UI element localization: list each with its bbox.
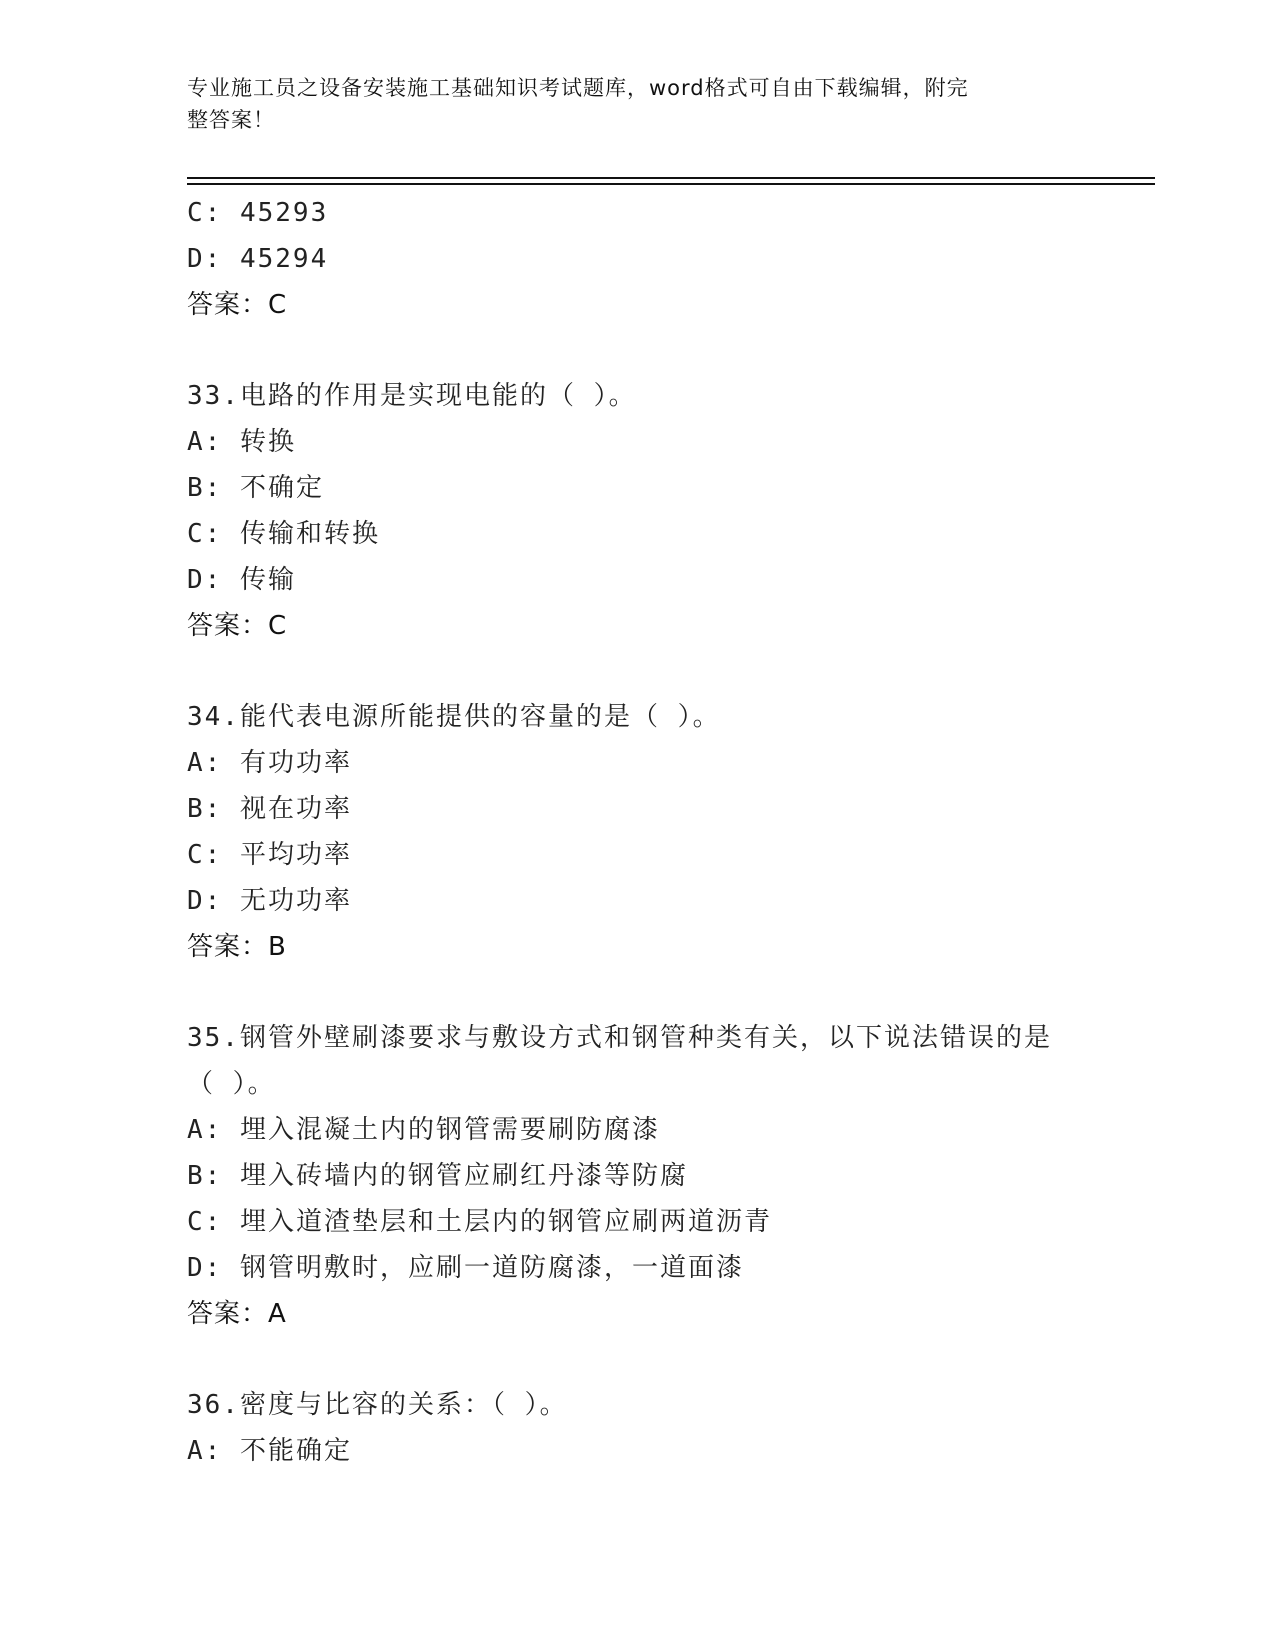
option-d: D: 钢管明敷时，应刷一道防腐漆，一道面漆 (187, 1253, 744, 1283)
answer: 答案：C (187, 290, 288, 320)
option-d: D: 45294 (187, 244, 329, 274)
option-a: A: 转换 (187, 427, 296, 457)
option-c: C: 传输和转换 (187, 519, 380, 549)
question-list (187, 190, 1087, 1474)
option-b: B: 视在功率 (187, 794, 352, 824)
option-c: C: 埋入道渣垫层和土层内的钢管应刷两道沥青 (187, 1207, 772, 1237)
header-rule-bottom (187, 183, 1155, 185)
option-c: C: 45293 (187, 198, 329, 228)
option-b: B: 埋入砖墙内的钢管应刷红丹漆等防腐 (187, 1161, 688, 1191)
question-36 (187, 1382, 1087, 1474)
question-text: 36.密度与比容的关系：（ ）。 (187, 1390, 568, 1420)
header-line-1: 专业施工员之设备安装施工基础知识考试题库，word格式可自由下载编辑，附完 (187, 76, 969, 100)
option-a: A: 埋入混凝土内的钢管需要刷防腐漆 (187, 1115, 660, 1145)
question-text-line-1: 35.钢管外壁刷漆要求与敷设方式和钢管种类有关，以下说法错误的是 (187, 1023, 1052, 1053)
answer: 答案：B (187, 932, 287, 962)
option-b: B: 不确定 (187, 473, 324, 503)
header-line-2: 整答案！ (187, 108, 275, 132)
option-c: C: 平均功率 (187, 840, 352, 870)
question-35 (187, 1015, 1087, 1337)
question-text: 34.能代表电源所能提供的容量的是（ ）。 (187, 702, 721, 732)
option-a: A: 不能确定 (187, 1436, 352, 1466)
question-text-line-2: （ ）。 (187, 1069, 276, 1099)
question-34 (187, 694, 1087, 970)
question-32-continuation (187, 190, 1087, 328)
question-text: 33.电路的作用是实现电能的（ ）。 (187, 381, 637, 411)
option-a: A: 有功功率 (187, 748, 352, 778)
document-header (187, 72, 1067, 136)
answer: 答案：C (187, 611, 288, 641)
option-d: D: 无功功率 (187, 886, 352, 916)
option-d: D: 传输 (187, 565, 296, 595)
header-rule-top (187, 177, 1155, 179)
answer: 答案：A (187, 1299, 287, 1329)
question-33 (187, 373, 1087, 649)
